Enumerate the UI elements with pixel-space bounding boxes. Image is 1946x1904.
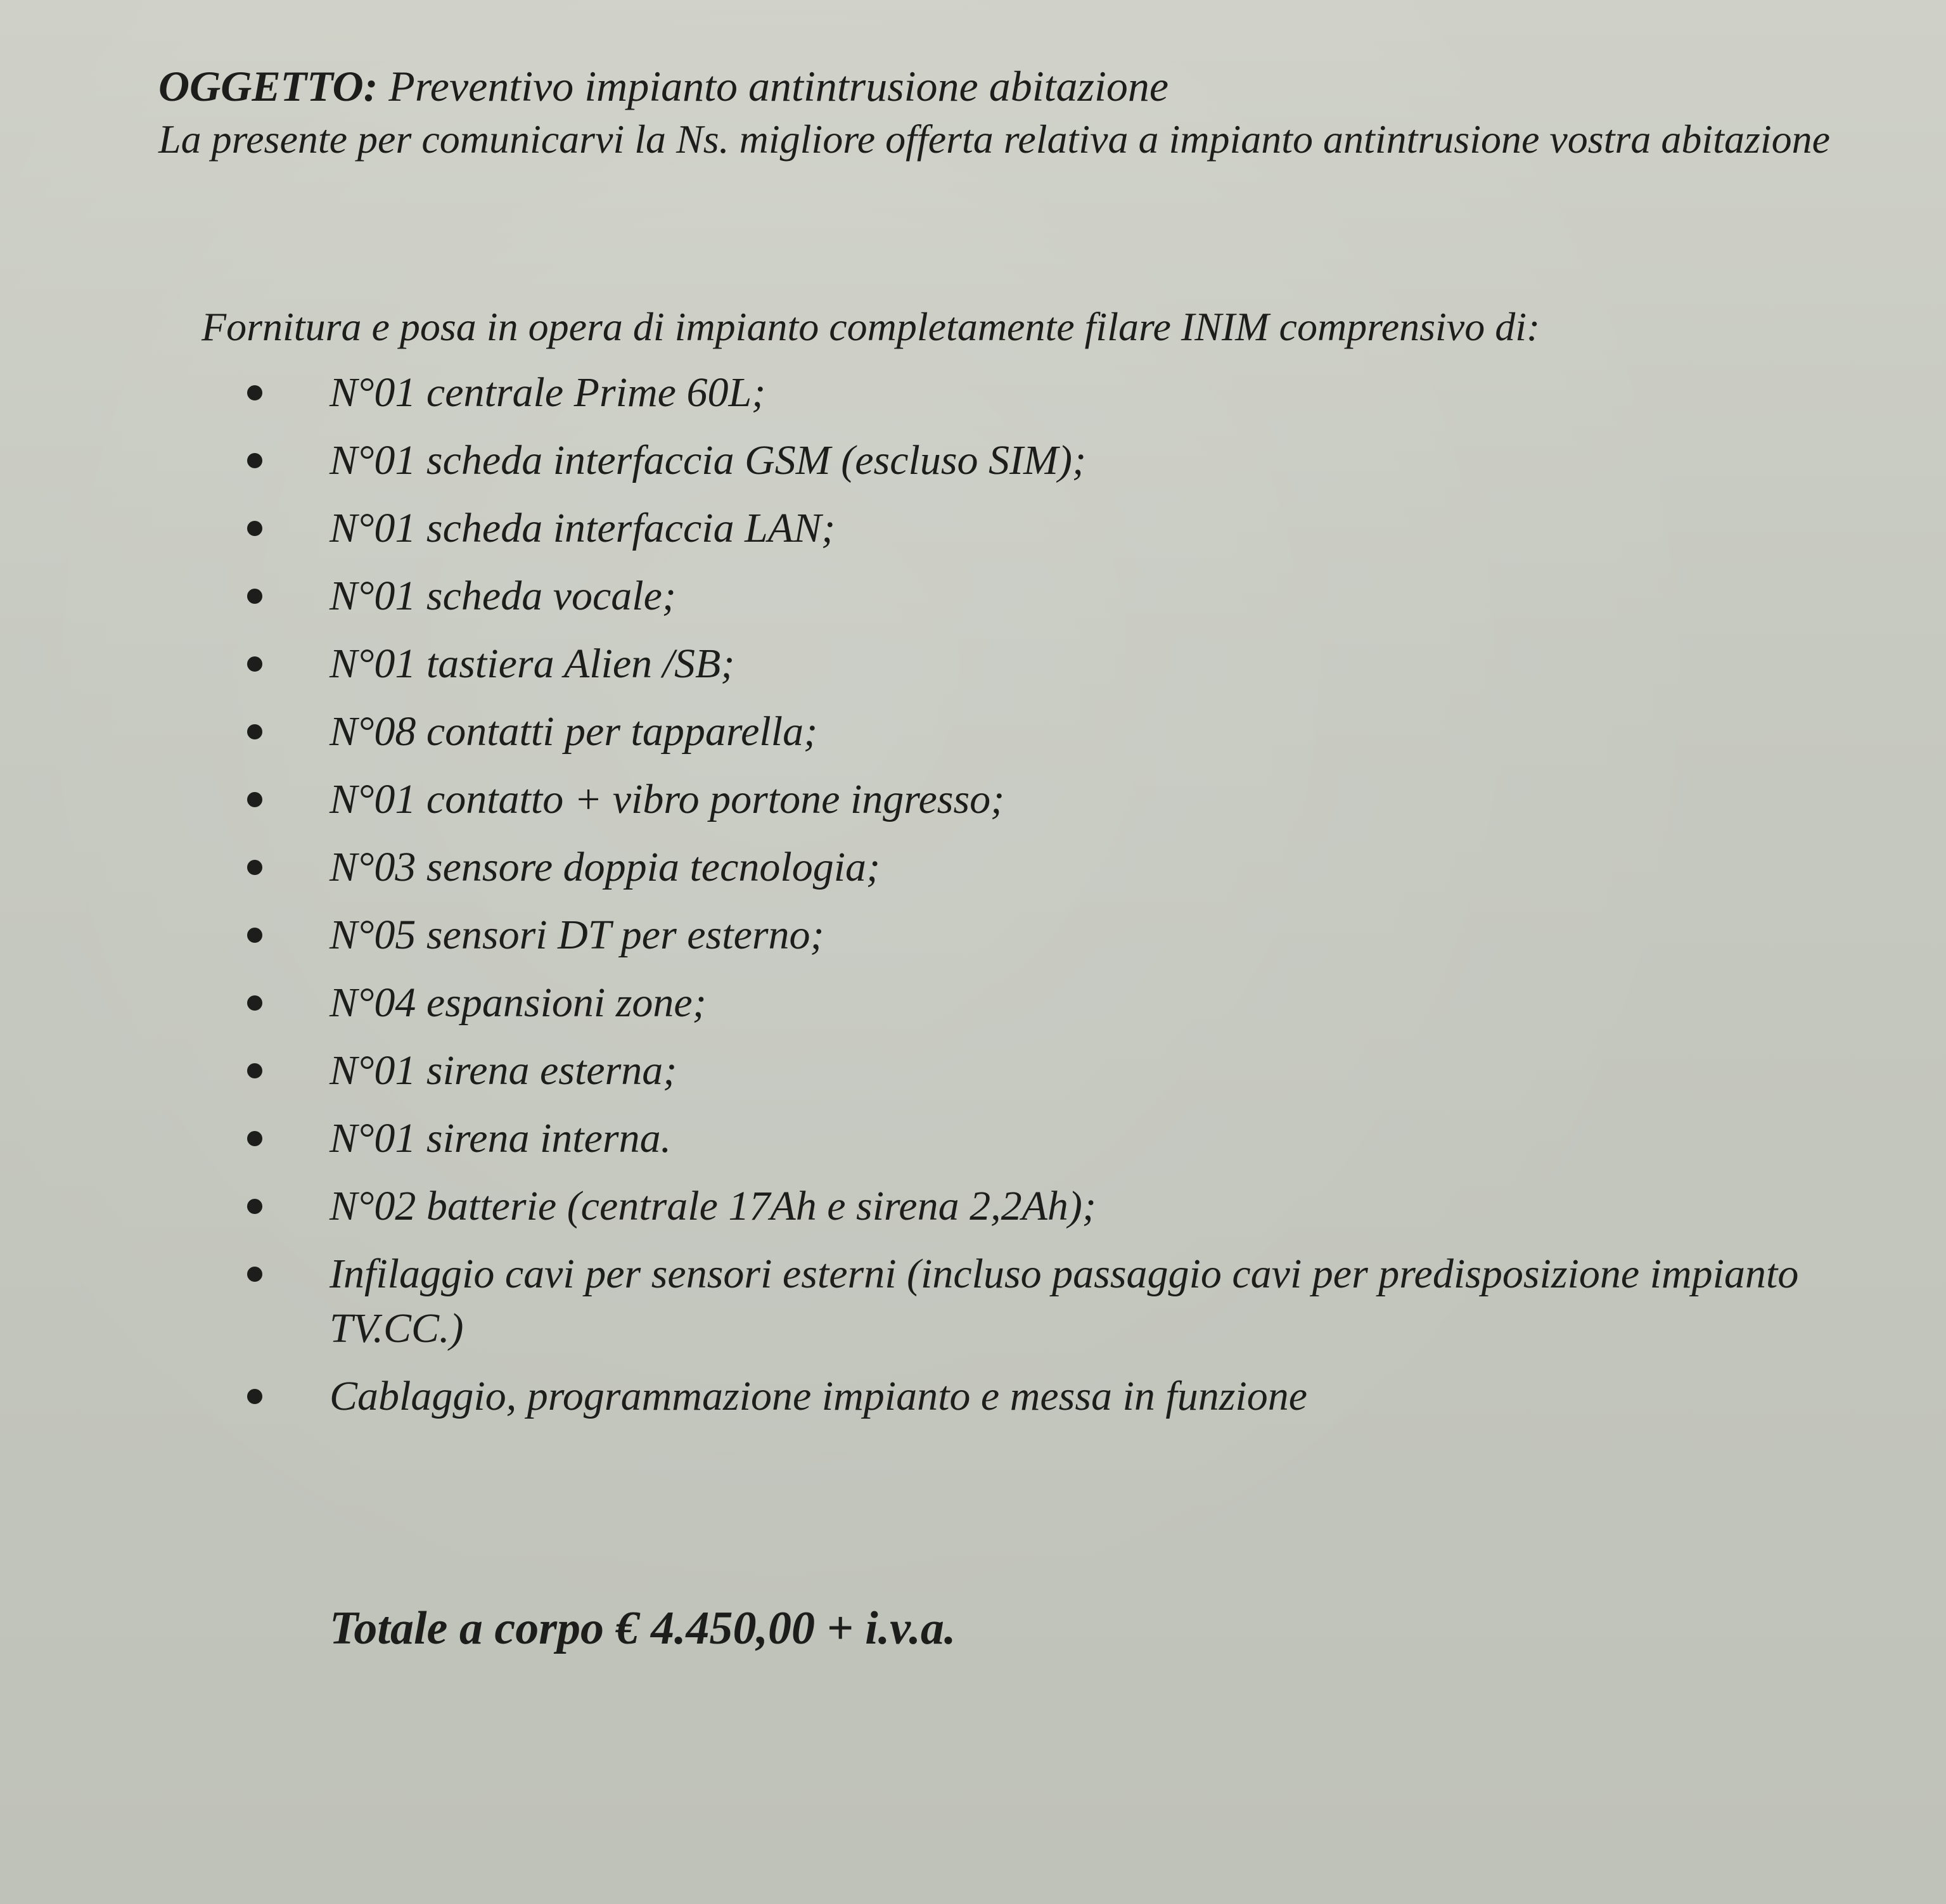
bullet-icon	[247, 1131, 262, 1146]
item-text: N°01 sirena esterna;	[330, 1047, 677, 1094]
bullet-icon	[247, 453, 262, 468]
item-text: N°03 sensore doppia tecnologia;	[330, 844, 881, 890]
supply-lead-text: Fornitura e posa in opera di impianto completamente filare INIM comprensivo di:	[202, 304, 1540, 349]
item-text: N°01 sirena interna.	[330, 1115, 672, 1161]
item-text: N°01 scheda interfaccia GSM (escluso SIM);	[330, 437, 1086, 483]
item-text: Infilaggio cavi per sensori esterni (incluso passaggio cavi per predisposizione impianto TV.CC.)	[330, 1251, 1799, 1351]
item-text: N°05 sensori DT per esterno;	[330, 912, 824, 958]
list-item	[247, 433, 1869, 488]
bullet-icon	[247, 1389, 262, 1404]
list-item	[247, 772, 1869, 827]
item-text: N°04 espansioni zone;	[330, 980, 707, 1026]
item-text: N°08 contatti per tapparella;	[330, 708, 818, 755]
item-text: Cablaggio, programmazione impianto e messa in funzione	[330, 1373, 1308, 1419]
list-item	[247, 1111, 1869, 1166]
list-item	[247, 908, 1869, 962]
subject-text: Preventivo impianto antintrusione abitazione	[388, 62, 1169, 110]
item-text: N°01 scheda vocale;	[330, 573, 676, 619]
list-item	[247, 1369, 1869, 1424]
total-amount: Totale a corpo € 4.450,00 + i.v.a.	[330, 1602, 956, 1654]
list-item	[247, 501, 1869, 556]
list-item	[247, 1247, 1869, 1356]
bullet-icon	[247, 724, 262, 739]
subject-line	[158, 60, 1869, 112]
bullet-icon	[247, 385, 262, 400]
bullet-icon	[247, 995, 262, 1011]
list-item	[247, 1044, 1869, 1098]
list-item	[247, 569, 1869, 623]
item-text: N°01 scheda interfaccia LAN;	[330, 505, 836, 551]
bullet-icon	[247, 792, 262, 807]
list-item	[247, 637, 1869, 691]
bullet-icon	[247, 1267, 262, 1282]
items-list	[247, 366, 1869, 1437]
item-text: N°01 tastiera Alien /SB;	[330, 641, 735, 687]
bullet-icon	[247, 1063, 262, 1078]
list-item	[247, 705, 1869, 759]
bullet-icon	[247, 1199, 262, 1214]
item-text: N°01 centrale Prime 60L;	[330, 369, 766, 416]
bullet-icon	[247, 521, 262, 536]
bullet-icon	[247, 589, 262, 604]
quote-document	[158, 60, 1869, 1654]
bullet-icon	[247, 656, 262, 672]
list-item	[247, 366, 1869, 420]
subject-label: OGGETTO:	[158, 62, 378, 110]
item-text: N°01 contatto + vibro portone ingresso;	[330, 776, 1005, 822]
list-item	[247, 976, 1869, 1030]
list-item	[247, 840, 1869, 895]
bullet-icon	[247, 860, 262, 875]
bullet-icon	[247, 928, 262, 943]
list-item	[247, 1179, 1869, 1234]
item-text: N°02 batterie (centrale 17Ah e sirena 2,2Ah);	[330, 1183, 1096, 1229]
intro-paragraph: La presente per comunicarvi la Ns. migliore offerta relativa a impianto antintrusione vostra abitazione	[158, 117, 1831, 162]
